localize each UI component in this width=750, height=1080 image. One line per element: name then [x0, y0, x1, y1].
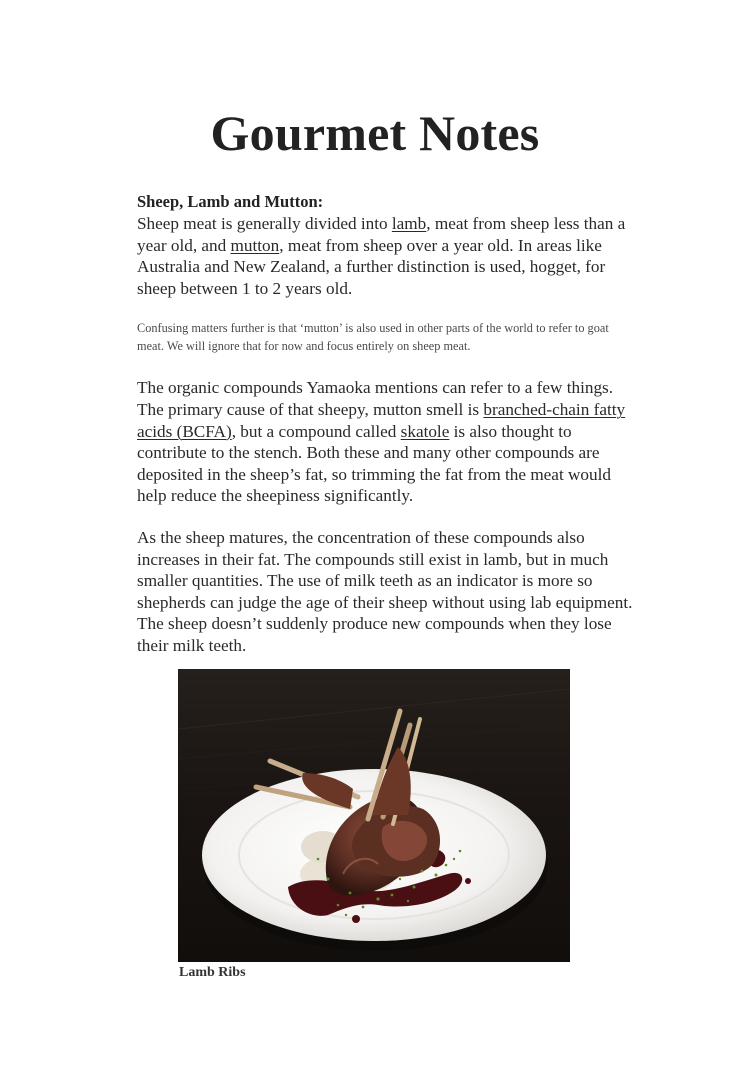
page-title: Gourmet Notes — [210, 105, 540, 161]
lamb-ribs-photo — [178, 669, 570, 962]
paragraph-text: , meat from sheep less than a year old, and — [137, 214, 626, 255]
paragraph-text: is also thought to contribute to the stench. Both these and many other compounds are deposited in the sheep’s fat, so trimming the fat from the meat would help reduce the sheepiness significantly. — [137, 421, 611, 506]
paragraph-text: The organic compounds Yamaoka mentions can refer to a few things. The primary cause of that sheepy, mutton smell is — [137, 378, 614, 419]
paragraph-maturity: As the sheep matures, the concentration of these compounds also increases in their fat. The compounds still exist in lamb, but in much smaller quantities. The use of milk teeth as an indicator is more so shepherds can judge the age of their sheep without using lab equipment. The sheep doesn’t suddenly produce new compounds when they lose their milk teeth. — [137, 527, 633, 655]
bcfa-link[interactable]: branched-chain fatty acids (BCFA) — [137, 399, 626, 441]
article-body — [137, 191, 637, 657]
side-note: Confusing matters further is that ‘mutton’ is also used in other parts of the world to refer to goat meat. We will ignore that for now and focus entirely on sheep meat. — [137, 321, 609, 354]
paragraph-compounds — [137, 377, 637, 507]
figure-caption: Lamb Ribs — [179, 965, 246, 980]
section-heading: Sheep, Lamb and Mutton: — [137, 192, 324, 211]
mutton-link[interactable]: mutton — [230, 235, 280, 255]
paragraph-text: Sheep meat is generally divided into — [137, 214, 392, 233]
paragraph-text: , but a compound called — [231, 421, 401, 441]
skatole-link[interactable]: skatole — [400, 421, 450, 441]
paragraph-sheep-types — [137, 213, 637, 299]
paragraph-text: , meat from sheep over a year old. In areas like Australia and New Zealand, a further distinction is used, hogget, for sheep between 1 to 2 years old. — [137, 235, 606, 298]
lamb-link[interactable]: lamb — [391, 214, 427, 233]
